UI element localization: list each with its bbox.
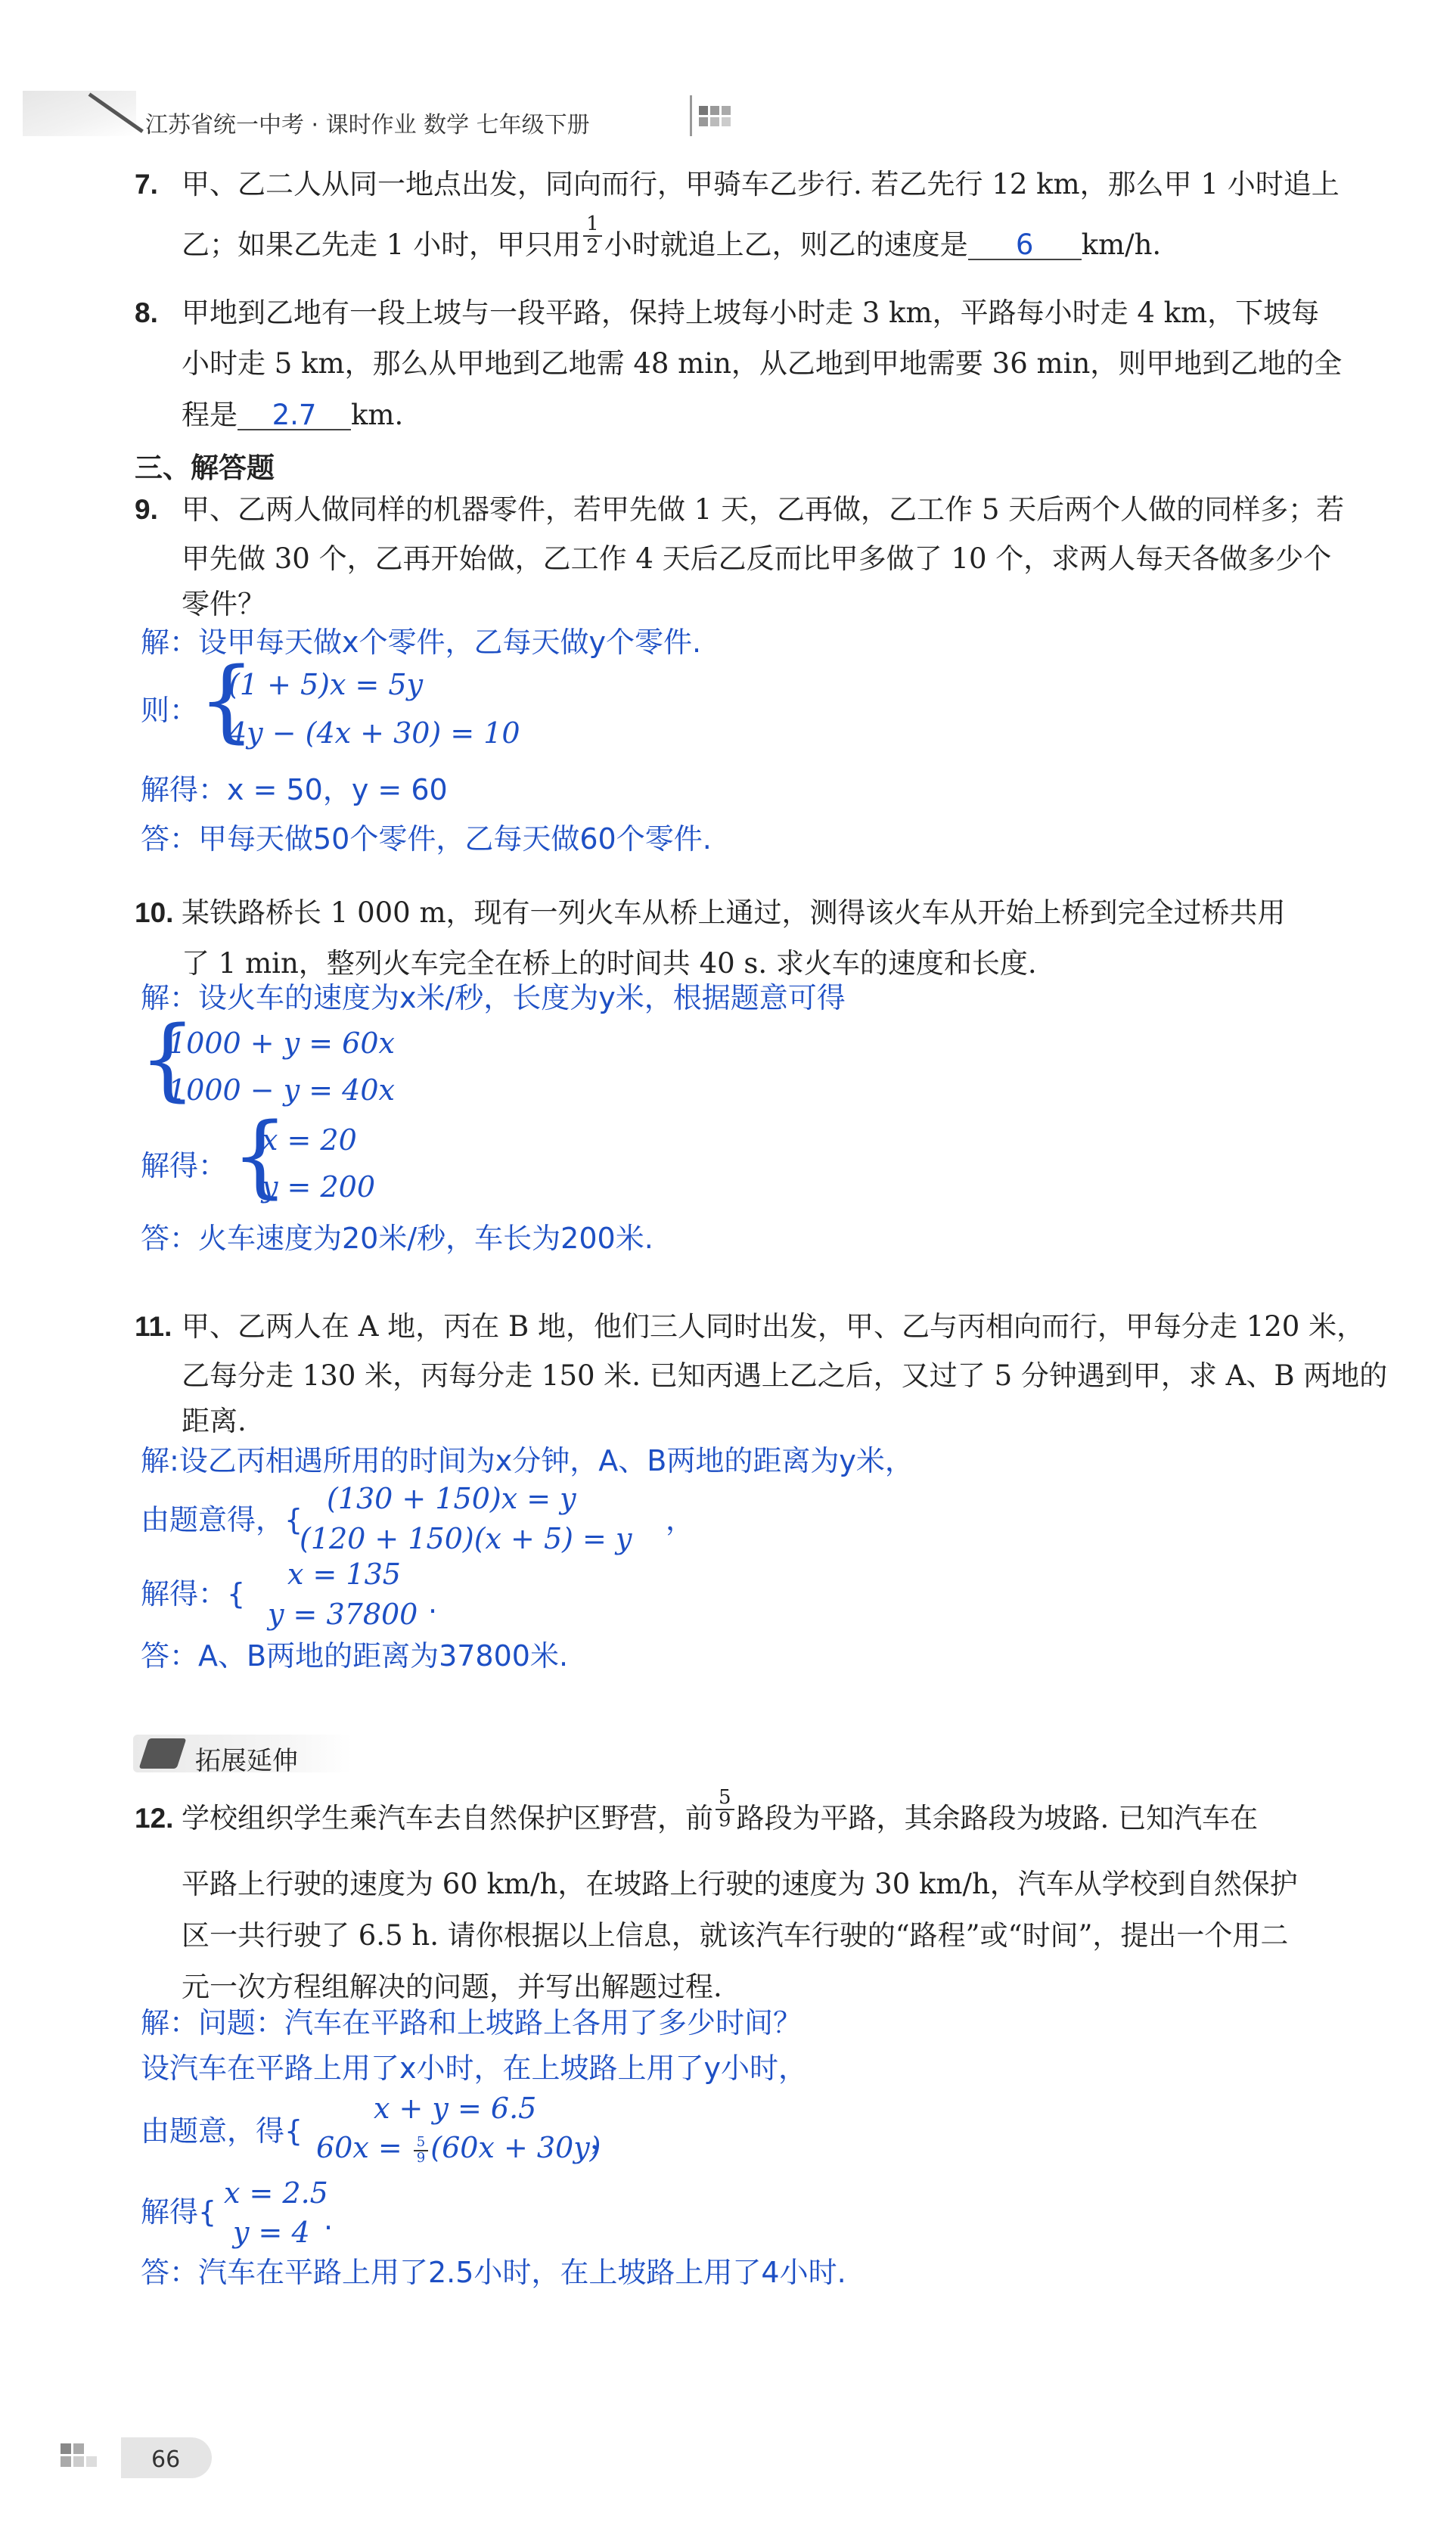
q8-number: 8. bbox=[135, 297, 158, 328]
q10-result2: y = 200 bbox=[262, 1170, 375, 1204]
q10-brace-1: { bbox=[139, 1006, 197, 1111]
q11-solution-line1: 解:设乙丙相遇所用的时间为x分钟，A、B两地的距离为y米， bbox=[141, 1444, 914, 1477]
q12-fraction: $\frac{5}{9}$ bbox=[716, 1788, 734, 1831]
q11-line2: 乙每分走 130 米，丙每分走 150 米. 已知丙遇上乙之后，又过了 5 分钟遇到甲，求 A、B 两地的 bbox=[182, 1359, 1388, 1392]
q11-result1: x = 135 bbox=[287, 1558, 401, 1591]
q8-line2: 小时走 5 km，那么从甲地到乙地需 48 min，从乙地到甲地需要 36 min，则甲地到乙地的全 bbox=[182, 347, 1343, 380]
q11-line3: 距离. bbox=[182, 1405, 247, 1437]
q12-answer: 答：汽车在平路上用了2.5小时，在上坡路上用了4小时. bbox=[141, 2256, 846, 2289]
q8-line3: 程是 2.7 km. bbox=[182, 399, 404, 431]
q12-equation1: x + y = 6.5 bbox=[374, 2092, 537, 2125]
q11-number: 11. bbox=[135, 1311, 172, 1342]
q12-number: 12. bbox=[135, 1803, 174, 1834]
q11-equation1: (130 + 150)x = y bbox=[327, 1482, 576, 1515]
q7-fraction: $\frac{1}{2}$ bbox=[583, 214, 602, 257]
q12-equation-fraction: $\frac{5}{9}$ bbox=[414, 2136, 428, 2166]
q10-equation2: 1000 − y = 40x bbox=[168, 1073, 395, 1107]
q11-result2: y = 37800 bbox=[268, 1598, 418, 1631]
q11-result-end: . bbox=[428, 1586, 438, 1620]
q10-equation1: 1000 + y = 60x bbox=[168, 1027, 395, 1060]
q9-solution-line1: 解：设甲每天做x个零件，乙每天做y个零件. bbox=[141, 626, 702, 659]
q11-solution-label: 由题意得，{ bbox=[141, 1503, 303, 1536]
q8-answer: 2.7 bbox=[237, 401, 351, 430]
q10-result-label: 解得： bbox=[141, 1149, 228, 1182]
q12-result2: y = 4 bbox=[233, 2216, 310, 2249]
q11-equation-end: ， bbox=[666, 1503, 695, 1536]
q9-answer: 答：甲每天做50个零件，乙每天做60个零件. bbox=[141, 822, 712, 856]
page-number: 66 bbox=[151, 2446, 181, 2473]
q7-number: 7. bbox=[135, 169, 158, 200]
header-squares-icon bbox=[699, 106, 741, 129]
section-3-title: 三、解答题 bbox=[135, 452, 275, 484]
q11-answer: 答：A、B两地的距离为37800米. bbox=[141, 1639, 569, 1673]
header-divider bbox=[690, 95, 692, 136]
q12-line1: 学校组织学生乘汽车去自然保护区野营，前 $\frac{5}{9}$ 路段为平路，其余路段为坡路. 已知汽车在 bbox=[182, 1786, 1259, 1834]
q11-equation2: (120 + 150)(x + 5) = y bbox=[300, 1522, 632, 1555]
header-title: 江苏省统一中考 · 课时作业 数学 七年级下册 bbox=[145, 112, 590, 138]
q9-brace: { bbox=[198, 648, 256, 752]
q10-line2: 了 1 min，整列火车完全在桥上的时间共 40 s. 求火车的速度和长度. bbox=[182, 947, 1037, 980]
q9-line1: 甲、乙两人做同样的机器零件，若甲先做 1 天，乙再做，乙工作 5 天后两个人做的同样多；若 bbox=[182, 493, 1345, 526]
q9-equation1: (1 + 5)x = 5y bbox=[228, 668, 424, 701]
q9-solution-result: 解得：x = 50，y = 60 bbox=[141, 773, 448, 806]
q10-number: 10. bbox=[135, 897, 174, 928]
q7-line1: 甲、乙二人从同一地点出发，同向而行，甲骑车乙步行. 若乙先行 12 km，那么甲 1 小时追上 bbox=[182, 168, 1340, 200]
q12-result1: x = 2.5 bbox=[224, 2176, 328, 2210]
q12-result-end: . bbox=[324, 2203, 334, 2236]
q12-solution-line1: 解：问题：汽车在平路和上坡路上各用了多少时间？ bbox=[141, 2006, 803, 2039]
q10-solution-line1: 解：设火车的速度为x米/秒，长度为y米，根据题意可得 bbox=[141, 981, 846, 1014]
q10-line1: 某铁路桥长 1 000 m，现有一列火车从桥上通过，测得该火车从开始上桥到完全过桥共用 bbox=[182, 896, 1286, 929]
q8-line1: 甲地到乙地有一段上坡与一段平路，保持上坡每小时走 3 km，平路每小时走 4 km，下坡每 bbox=[182, 297, 1320, 329]
q12-line4: 元一次方程组解决的问题，并写出解题过程. bbox=[182, 1971, 722, 2003]
q9-line2: 甲先做 30 个，乙再开始做，乙工作 4 天后乙反而比甲多做了 10 个，求两人每天各做多少个 bbox=[182, 542, 1332, 575]
q12-line3: 区一共行驶了 6.5 h. 请你根据以上信息，就该汽车行驶的“路程”或“时间”，提出一个用二 bbox=[182, 1919, 1289, 1952]
q7-line2: 乙；如果乙先走 1 小时，甲只用 $\frac{1}{2}$ 小时就追上乙，则乙的速度是 6 km/h. bbox=[182, 213, 1162, 261]
q12-solution-label: 由题意，得{ bbox=[141, 2114, 303, 2148]
extension-section-title: 拓展延伸 bbox=[195, 1746, 298, 1776]
q11-line1: 甲、乙两人在 A 地，丙在 B 地，他们三人同时出发，甲、乙与丙相向而行，甲每分走 120 米， bbox=[182, 1310, 1365, 1343]
q10-answer: 答：火车速度为20米/秒，车长为200米. bbox=[141, 1222, 653, 1255]
q12-equation-end: ， bbox=[590, 2122, 619, 2155]
q12-result-label: 解得{ bbox=[141, 2195, 217, 2229]
q9-line3: 零件？ bbox=[182, 588, 265, 620]
q9-equation2: 4y − (4x + 30) = 10 bbox=[228, 716, 520, 750]
q12-solution-line2: 设汽车在平路上用了x小时，在上坡路上用了y小时， bbox=[141, 2052, 807, 2085]
q10-result1: x = 20 bbox=[262, 1123, 357, 1157]
q9-solution-label: 则： bbox=[141, 694, 199, 727]
q10-brace-2: { bbox=[231, 1103, 289, 1207]
q12-line2: 平路上行驶的速度为 60 km/h，在坡路上行驶的速度为 30 km/h，汽车从学校到自然保护 bbox=[182, 1868, 1298, 1900]
q11-result-label: 解得：{ bbox=[141, 1577, 246, 1611]
q12-equation2: 60x = $\frac{5}{9}$ (60x + 30y) bbox=[316, 2131, 601, 2166]
q7-answer: 6 bbox=[968, 231, 1082, 260]
q9-number: 9. bbox=[135, 494, 158, 525]
footer-squares-icon bbox=[61, 2443, 113, 2474]
